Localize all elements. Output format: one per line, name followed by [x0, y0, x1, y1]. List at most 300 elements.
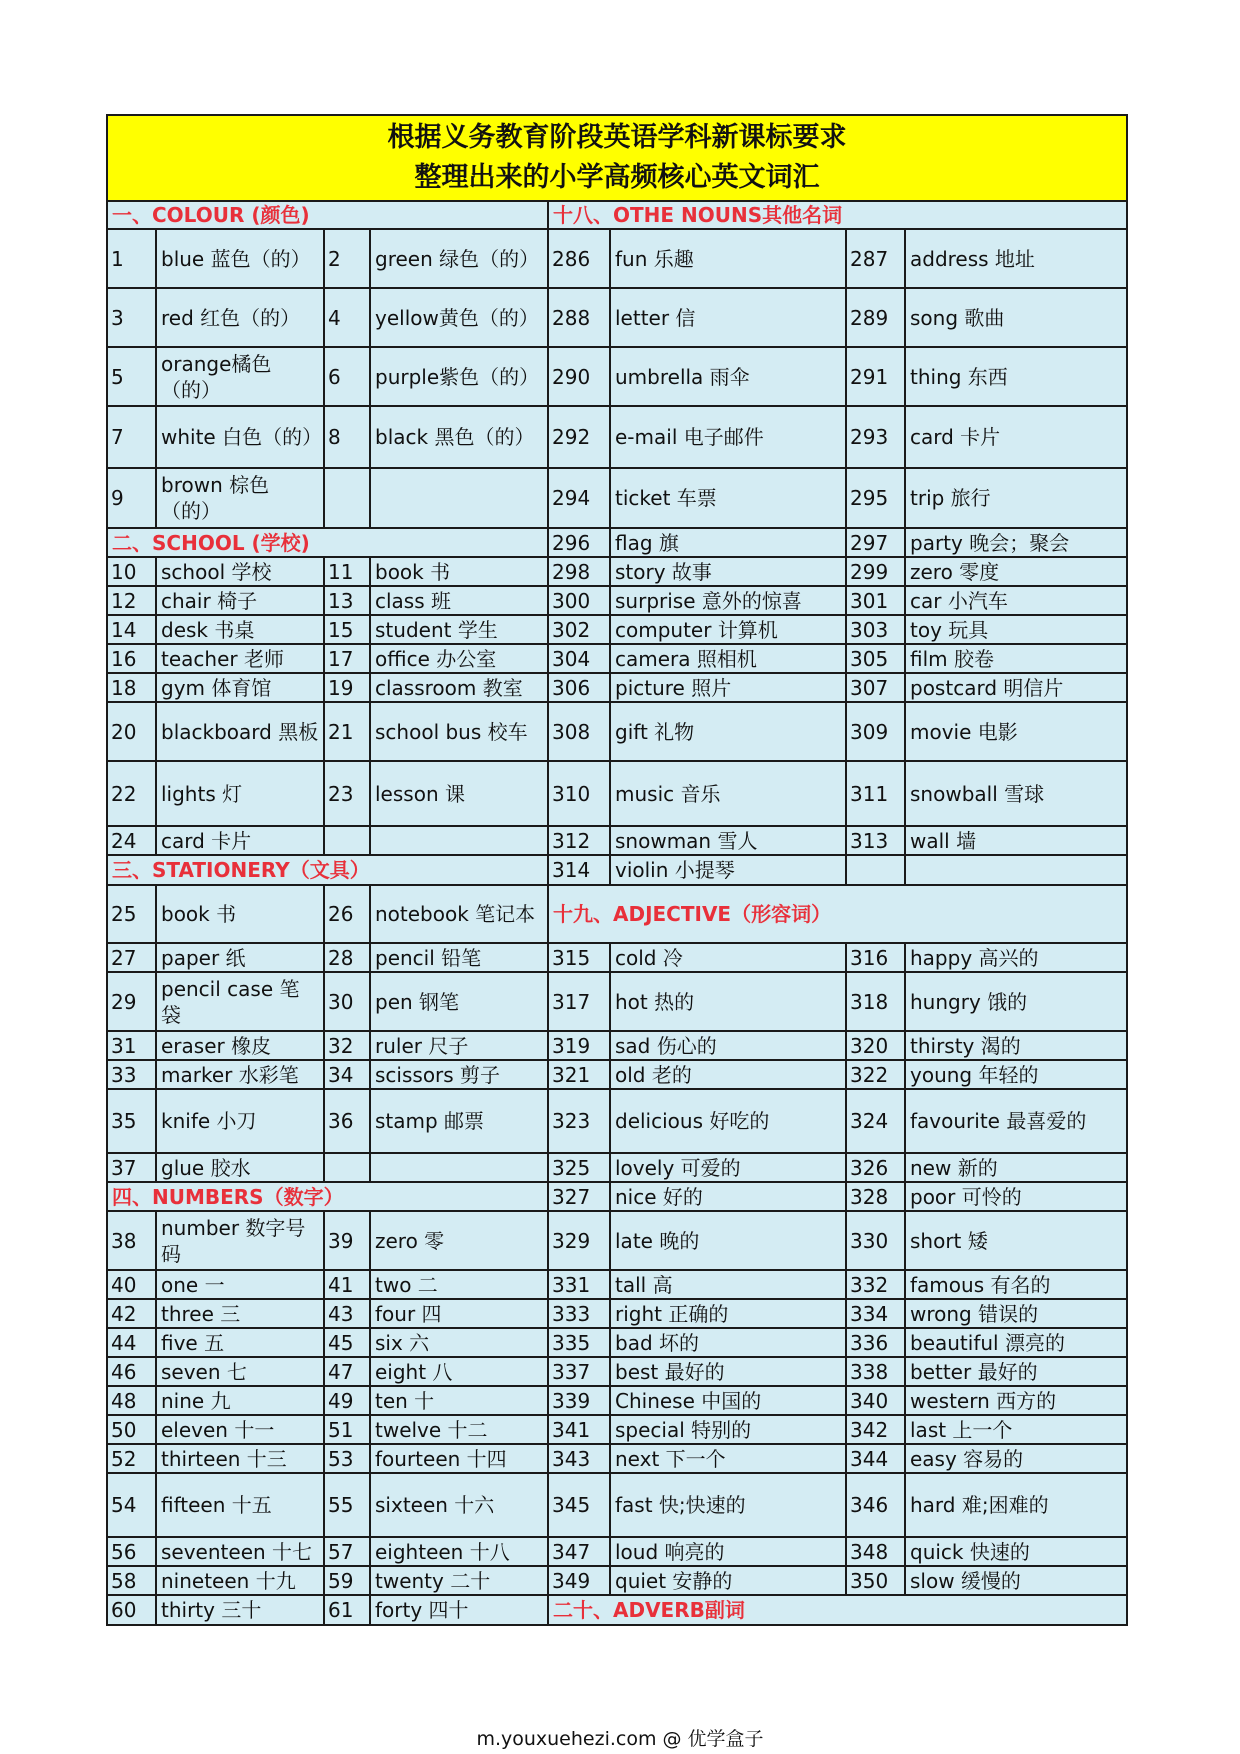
entry-word: yellow黄色（的）	[370, 288, 548, 347]
entry-word: purple紫色（的）	[370, 347, 548, 406]
entry-word: thing 东西	[905, 347, 1127, 406]
entry-number: 5	[107, 347, 156, 406]
entry-word: hungry 饿的	[905, 972, 1127, 1031]
entry-number: 328	[846, 1182, 905, 1211]
entry-number: 39	[324, 1211, 370, 1270]
table-row	[107, 528, 1127, 557]
entry-word: three 三	[156, 1299, 324, 1328]
table-row	[107, 855, 1127, 885]
entry-number: 36	[324, 1089, 370, 1153]
entry-number: 26	[324, 885, 370, 943]
entry-number: 345	[548, 1473, 610, 1537]
entry-number: 3	[107, 288, 156, 347]
entry-number: 327	[548, 1182, 610, 1211]
entry-number: 305	[846, 644, 905, 673]
entry-word: twenty 二十	[370, 1566, 548, 1595]
entry-word: orange橘色（的）	[156, 347, 324, 406]
entry-number: 333	[548, 1299, 610, 1328]
entry-number: 336	[846, 1328, 905, 1357]
entry-word: western 西方的	[905, 1386, 1127, 1415]
entry-number: 61	[324, 1595, 370, 1625]
table-row	[107, 1444, 1127, 1473]
entry-word: teacher 老师	[156, 644, 324, 673]
entry-word: snowman 雪人	[610, 826, 846, 855]
table-row	[107, 702, 1127, 761]
entry-word: eighteen 十八	[370, 1537, 548, 1566]
entry-word: lesson 课	[370, 761, 548, 826]
entry-word: black 黑色（的）	[370, 406, 548, 468]
section-header: 一、COLOUR (颜色)	[107, 201, 548, 229]
entry-number: 302	[548, 615, 610, 644]
entry-word: beautiful 漂亮的	[905, 1328, 1127, 1357]
entry-word: four 四	[370, 1299, 548, 1328]
table-row	[107, 1386, 1127, 1415]
entry-number: 338	[846, 1357, 905, 1386]
entry-number: 312	[548, 826, 610, 855]
entry-word: old 老的	[610, 1060, 846, 1089]
entry-word: party 晚会；聚会	[905, 528, 1127, 557]
entry-number: 58	[107, 1566, 156, 1595]
entry-number: 43	[324, 1299, 370, 1328]
section-header: 十八、OTHE NOUNS其他名词	[548, 201, 1127, 229]
entry-number: 22	[107, 761, 156, 826]
entry-number: 20	[107, 702, 156, 761]
entry-number: 331	[548, 1270, 610, 1299]
entry-word: pen 钢笔	[370, 972, 548, 1031]
entry-number: 57	[324, 1537, 370, 1566]
entry-number: 298	[548, 557, 610, 586]
entry-word: hot 热的	[610, 972, 846, 1031]
entry-word: late 晚的	[610, 1211, 846, 1270]
entry-number: 315	[548, 943, 610, 972]
entry-word: favourite 最喜爱的	[905, 1089, 1127, 1153]
entry-number: 348	[846, 1537, 905, 1566]
entry-word: notebook 笔记本	[370, 885, 548, 943]
entry-word: forty 四十	[370, 1595, 548, 1625]
entry-word: eight 八	[370, 1357, 548, 1386]
entry-number: 294	[548, 468, 610, 528]
entry-word: better 最好的	[905, 1357, 1127, 1386]
table-row	[107, 406, 1127, 468]
entry-number: 51	[324, 1415, 370, 1444]
entry-number: 32	[324, 1031, 370, 1060]
table-row	[107, 1357, 1127, 1386]
table-row	[107, 201, 1127, 229]
entry-word: song 歌曲	[905, 288, 1127, 347]
entry-number: 1	[107, 229, 156, 288]
entry-number: 16	[107, 644, 156, 673]
entry-word: pencil case 笔袋	[156, 972, 324, 1031]
table-row	[107, 288, 1127, 347]
entry-number: 49	[324, 1386, 370, 1415]
entry-number: 316	[846, 943, 905, 972]
entry-number: 340	[846, 1386, 905, 1415]
entry-number: 17	[324, 644, 370, 673]
entry-word: brown 棕色（的）	[156, 468, 324, 528]
entry-word: gym 体育馆	[156, 673, 324, 702]
entry-number: 19	[324, 673, 370, 702]
section-header: 二、SCHOOL (学校)	[107, 528, 548, 557]
entry-word: hard 难;困难的	[905, 1473, 1127, 1537]
entry-word: best 最好的	[610, 1357, 846, 1386]
section-header: 十九、ADJECTIVE（形容词）	[548, 885, 1127, 943]
section-header: 二十、ADVERB副词	[548, 1595, 1127, 1625]
entry-number: 288	[548, 288, 610, 347]
entry-number: 342	[846, 1415, 905, 1444]
entry-number: 56	[107, 1537, 156, 1566]
entry-word: pencil 铅笔	[370, 943, 548, 972]
entry-word: delicious 好吃的	[610, 1089, 846, 1153]
entry-word: ticket 车票	[610, 468, 846, 528]
entry-word: nice 好的	[610, 1182, 846, 1211]
entry-number: 37	[107, 1153, 156, 1182]
table-row	[107, 761, 1127, 826]
entry-number: 47	[324, 1357, 370, 1386]
entry-word: book 书	[156, 885, 324, 943]
entry-word: quick 快速的	[905, 1537, 1127, 1566]
entry-number: 314	[548, 855, 610, 885]
entry-number: 295	[846, 468, 905, 528]
entry-word: music 音乐	[610, 761, 846, 826]
entry-number: 317	[548, 972, 610, 1031]
entry-number: 300	[548, 586, 610, 615]
table-row	[107, 1270, 1127, 1299]
entry-number	[324, 1153, 370, 1182]
entry-word: wrong 错误的	[905, 1299, 1127, 1328]
entry-word	[905, 855, 1127, 885]
entry-word: blue 蓝色（的）	[156, 229, 324, 288]
entry-word: white 白色（的）	[156, 406, 324, 468]
entry-word: loud 响亮的	[610, 1537, 846, 1566]
entry-word: scissors 剪子	[370, 1060, 548, 1089]
table-row	[107, 1473, 1127, 1537]
entry-number: 307	[846, 673, 905, 702]
entry-word: thirty 三十	[156, 1595, 324, 1625]
entry-number: 24	[107, 826, 156, 855]
entry-number: 54	[107, 1473, 156, 1537]
footer-watermark: m.youxuehezi.com @ 优学盒子	[476, 1728, 764, 1750]
entry-word: zero 零度	[905, 557, 1127, 586]
entry-number: 292	[548, 406, 610, 468]
table-row	[107, 1089, 1127, 1153]
entry-word: story 故事	[610, 557, 846, 586]
table-row	[107, 1299, 1127, 1328]
entry-number: 15	[324, 615, 370, 644]
entry-number: 25	[107, 885, 156, 943]
table-row	[107, 1211, 1127, 1270]
entry-word: movie 电影	[905, 702, 1127, 761]
entry-number: 293	[846, 406, 905, 468]
entry-word: seven 七	[156, 1357, 324, 1386]
entry-number: 344	[846, 1444, 905, 1473]
entry-number: 296	[548, 528, 610, 557]
entry-word: glue 胶水	[156, 1153, 324, 1182]
entry-number: 304	[548, 644, 610, 673]
entry-number: 2	[324, 229, 370, 288]
entry-word: fun 乐趣	[610, 229, 846, 288]
title-line-1: 根据义务教育阶段英语学科新课标要求	[387, 122, 847, 153]
section-header: 四、NUMBERS（数字）	[107, 1182, 548, 1211]
entry-word: camera 照相机	[610, 644, 846, 673]
entry-number: 42	[107, 1299, 156, 1328]
entry-word: film 胶卷	[905, 644, 1127, 673]
entry-word: thirteen 十三	[156, 1444, 324, 1473]
entry-number: 310	[548, 761, 610, 826]
entry-word: sad 伤心的	[610, 1031, 846, 1060]
entry-word: new 新的	[905, 1153, 1127, 1182]
entry-word: slow 缓慢的	[905, 1566, 1127, 1595]
entry-word: red 红色（的）	[156, 288, 324, 347]
entry-number: 46	[107, 1357, 156, 1386]
entry-number: 324	[846, 1089, 905, 1153]
entry-word: cold 冷	[610, 943, 846, 972]
entry-number: 350	[846, 1566, 905, 1595]
entry-number: 320	[846, 1031, 905, 1060]
entry-number: 31	[107, 1031, 156, 1060]
entry-word: number 数字号码	[156, 1211, 324, 1270]
entry-word: eleven 十一	[156, 1415, 324, 1444]
entry-word	[370, 468, 548, 528]
entry-number: 7	[107, 406, 156, 468]
entry-word: quiet 安静的	[610, 1566, 846, 1595]
entry-word: right 正确的	[610, 1299, 846, 1328]
entry-word: Chinese 中国的	[610, 1386, 846, 1415]
table-row	[107, 972, 1127, 1031]
entry-word: card 卡片	[905, 406, 1127, 468]
entry-number: 27	[107, 943, 156, 972]
entry-number: 28	[324, 943, 370, 972]
entry-number: 9	[107, 468, 156, 528]
entry-word: office 办公室	[370, 644, 548, 673]
entry-number: 349	[548, 1566, 610, 1595]
entry-number: 346	[846, 1473, 905, 1537]
entry-word: green 绿色（的）	[370, 229, 548, 288]
table-row	[107, 1031, 1127, 1060]
entry-word: car 小汽车	[905, 586, 1127, 615]
entry-word: zero 零	[370, 1211, 548, 1270]
table-row	[107, 615, 1127, 644]
entry-word: desk 书桌	[156, 615, 324, 644]
entry-number: 48	[107, 1386, 156, 1415]
entry-number: 347	[548, 1537, 610, 1566]
entry-word: last 上一个	[905, 1415, 1127, 1444]
entry-number: 303	[846, 615, 905, 644]
entry-word: snowball 雪球	[905, 761, 1127, 826]
entry-number: 313	[846, 826, 905, 855]
title-line-2: 整理出来的小学高频核心英文词汇	[414, 162, 820, 193]
entry-number: 30	[324, 972, 370, 1031]
entry-number: 289	[846, 288, 905, 347]
table-row	[107, 1415, 1127, 1444]
entry-number: 55	[324, 1473, 370, 1537]
entry-word: stamp 邮票	[370, 1089, 548, 1153]
entry-number: 4	[324, 288, 370, 347]
table-row	[107, 347, 1127, 406]
entry-number	[324, 826, 370, 855]
entry-number: 52	[107, 1444, 156, 1473]
entry-word: famous 有名的	[905, 1270, 1127, 1299]
entry-number: 53	[324, 1444, 370, 1473]
entry-word: paper 纸	[156, 943, 324, 972]
table-row	[107, 1566, 1127, 1595]
entry-word: address 地址	[905, 229, 1127, 288]
entry-number	[324, 468, 370, 528]
table-row	[107, 1182, 1127, 1211]
entry-word: easy 容易的	[905, 1444, 1127, 1473]
entry-word: poor 可怜的	[905, 1182, 1127, 1211]
entry-word: fast 快;快速的	[610, 1473, 846, 1537]
entry-word: wall 墙	[905, 826, 1127, 855]
table-row	[107, 468, 1127, 528]
entry-word: book 书	[370, 557, 548, 586]
entry-word: six 六	[370, 1328, 548, 1357]
entry-number: 29	[107, 972, 156, 1031]
entry-number: 287	[846, 229, 905, 288]
entry-number: 10	[107, 557, 156, 586]
entry-word: happy 高兴的	[905, 943, 1127, 972]
entry-number: 12	[107, 586, 156, 615]
table-row	[107, 1153, 1127, 1182]
entry-number: 34	[324, 1060, 370, 1089]
entry-number: 339	[548, 1386, 610, 1415]
table-row	[107, 826, 1127, 855]
entry-number: 334	[846, 1299, 905, 1328]
table-row	[107, 943, 1127, 972]
entry-number: 45	[324, 1328, 370, 1357]
entry-number: 329	[548, 1211, 610, 1270]
entry-word: chair 椅子	[156, 586, 324, 615]
entry-number: 335	[548, 1328, 610, 1357]
entry-number: 321	[548, 1060, 610, 1089]
entry-number: 299	[846, 557, 905, 586]
entry-number: 319	[548, 1031, 610, 1060]
entry-word: fourteen 十四	[370, 1444, 548, 1473]
entry-word: seventeen 十七	[156, 1537, 324, 1566]
entry-number	[846, 855, 905, 885]
table-row	[107, 885, 1127, 943]
entry-word: ten 十	[370, 1386, 548, 1415]
entry-word: school 学校	[156, 557, 324, 586]
entry-number: 332	[846, 1270, 905, 1299]
entry-word: toy 玩具	[905, 615, 1127, 644]
entry-number: 35	[107, 1089, 156, 1153]
entry-number: 325	[548, 1153, 610, 1182]
entry-number: 38	[107, 1211, 156, 1270]
entry-number: 41	[324, 1270, 370, 1299]
entry-word: picture 照片	[610, 673, 846, 702]
table-row	[107, 229, 1127, 288]
section-header: 三、STATIONERY（文具）	[107, 855, 548, 885]
entry-word: postcard 明信片	[905, 673, 1127, 702]
entry-word: violin 小提琴	[610, 855, 846, 885]
entry-number: 309	[846, 702, 905, 761]
entry-word: class 班	[370, 586, 548, 615]
entry-number: 337	[548, 1357, 610, 1386]
table-row	[107, 1595, 1127, 1625]
entry-word: umbrella 雨伞	[610, 347, 846, 406]
entry-word: marker 水彩笔	[156, 1060, 324, 1089]
entry-number: 322	[846, 1060, 905, 1089]
entry-number: 311	[846, 761, 905, 826]
entry-word: next 下一个	[610, 1444, 846, 1473]
entry-word	[370, 1153, 548, 1182]
table-row	[107, 1537, 1127, 1566]
entry-number: 308	[548, 702, 610, 761]
entry-number: 290	[548, 347, 610, 406]
entry-number: 343	[548, 1444, 610, 1473]
entry-number: 59	[324, 1566, 370, 1595]
entry-number: 44	[107, 1328, 156, 1357]
entry-word: special 特别的	[610, 1415, 846, 1444]
entry-number: 50	[107, 1415, 156, 1444]
entry-word	[370, 826, 548, 855]
entry-word: bad 坏的	[610, 1328, 846, 1357]
entry-number: 341	[548, 1415, 610, 1444]
entry-number: 306	[548, 673, 610, 702]
document-title	[107, 115, 1127, 201]
table-row	[107, 1060, 1127, 1089]
entry-number: 33	[107, 1060, 156, 1089]
entry-number: 301	[846, 586, 905, 615]
entry-word: letter 信	[610, 288, 846, 347]
entry-word: trip 旅行	[905, 468, 1127, 528]
table-row	[107, 586, 1127, 615]
vocabulary-table-body	[107, 115, 1127, 1625]
entry-number: 297	[846, 528, 905, 557]
entry-number: 323	[548, 1089, 610, 1153]
entry-word: five 五	[156, 1328, 324, 1357]
entry-word: card 卡片	[156, 826, 324, 855]
title-row	[107, 115, 1127, 201]
entry-number: 291	[846, 347, 905, 406]
entry-word: tall 高	[610, 1270, 846, 1299]
entry-word: short 矮	[905, 1211, 1127, 1270]
entry-word: flag 旗	[610, 528, 846, 557]
vocabulary-table	[106, 114, 1128, 1626]
entry-word: young 年轻的	[905, 1060, 1127, 1089]
entry-word: blackboard 黑板	[156, 702, 324, 761]
entry-word: nine 九	[156, 1386, 324, 1415]
entry-word: school bus 校车	[370, 702, 548, 761]
entry-number: 60	[107, 1595, 156, 1625]
entry-word: knife 小刀	[156, 1089, 324, 1153]
entry-word: nineteen 十九	[156, 1566, 324, 1595]
entry-word: thirsty 渴的	[905, 1031, 1127, 1060]
entry-word: gift 礼物	[610, 702, 846, 761]
entry-word: ruler 尺子	[370, 1031, 548, 1060]
entry-number: 23	[324, 761, 370, 826]
entry-word: eraser 橡皮	[156, 1031, 324, 1060]
entry-number: 40	[107, 1270, 156, 1299]
entry-number: 14	[107, 615, 156, 644]
table-row	[107, 644, 1127, 673]
entry-number: 8	[324, 406, 370, 468]
entry-word: classroom 教室	[370, 673, 548, 702]
entry-number: 326	[846, 1153, 905, 1182]
entry-word: sixteen 十六	[370, 1473, 548, 1537]
entry-word: twelve 十二	[370, 1415, 548, 1444]
entry-word: student 学生	[370, 615, 548, 644]
entry-number: 330	[846, 1211, 905, 1270]
entry-number: 18	[107, 673, 156, 702]
entry-word: computer 计算机	[610, 615, 846, 644]
entry-word: fifteen 十五	[156, 1473, 324, 1537]
entry-number: 21	[324, 702, 370, 761]
entry-word: lovely 可爱的	[610, 1153, 846, 1182]
table-row	[107, 1328, 1127, 1357]
entry-word: two 二	[370, 1270, 548, 1299]
entry-number: 11	[324, 557, 370, 586]
